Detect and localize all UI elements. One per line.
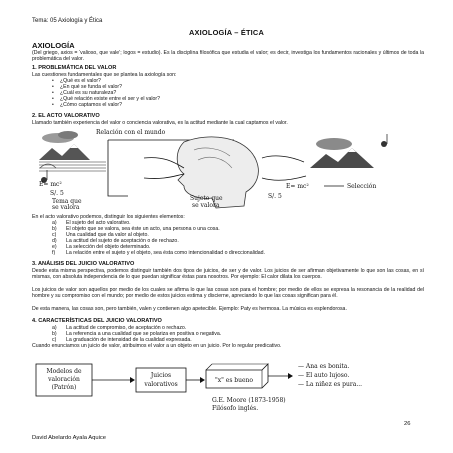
right-formula: E= mc² [286, 183, 309, 190]
left-value: S/. 5 [50, 190, 64, 197]
section2-intro: Llamado también experiencia del valor o conciencia valorativa, es la actitud mediante la cual captamos el valor. [32, 120, 288, 126]
elements-intro: En el acto valorativo podemos, distinguir los siguientes elementos: [32, 214, 185, 220]
section3-paragraph3: De esta manera, las cosas son, pero también, valen y contienen algo apetecible. Ejemplo: Paty es hermosa. La música es esplendorosa. [32, 306, 347, 312]
example-3: — La niñez es pura... [298, 381, 363, 388]
list-item: c) La graduación de intensidad de la cualidad expresada. [52, 337, 192, 344]
list-item: b) El objeto que se valora, sea éste un acto, una persona o una cosa. [52, 226, 220, 233]
section3-heading: 3. ANÁLISIS DEL JUICIO VALORATIVO [32, 261, 135, 267]
author-line1: G.E. Moore (1873-1958) [212, 397, 286, 404]
list-item: a) La actitud de compromiso, de aceptación o rechazo. [52, 325, 187, 331]
right-arrow-upper [262, 156, 304, 162]
list-item: • ¿En qué se funda el valor? [52, 84, 352, 90]
section1-heading: 1. PROBLEMÁTICA DEL VALOR [32, 65, 117, 71]
statement-text: "x" es bueno [214, 377, 254, 384]
author-line2: Filósofo inglés. [212, 405, 259, 412]
left-formula: E= mc² [39, 181, 62, 188]
list-item: d) La actitud del sujeto de aceptación o de rechazo. [52, 238, 179, 245]
left-bracket [108, 140, 128, 196]
list-item: • ¿Qué relación existe entre el ser y el valor? [52, 96, 352, 102]
example-2: — El auto lujoso. [298, 372, 350, 379]
list-item: • ¿Cuál es su naturaleza? [52, 90, 352, 96]
section4-closing: Cuando enunciamos un juicio de valor, atribuimos el valor a un objeto en un juicio. Por lo regular predicativo. [32, 343, 282, 349]
footer-author: David Abelardo Ayala Aquice [32, 435, 107, 441]
arrow-head [288, 373, 293, 379]
section2-heading: 2. EL ACTO VALORATIVO [32, 113, 100, 119]
valuation-act-figure [34, 128, 430, 210]
left-scene-illustration [39, 131, 90, 183]
axiologia-paragraph: (Del griego, axios = ‘valioso, que vale’; logos = estudio). Es la disciplina filosófica que estudia el valor; es decir, investiga los fundamentos racionales y últimos de toda la problemática del valor. [32, 50, 424, 63]
list-item: • ¿Qué es el valor? [52, 78, 352, 84]
list-item: c) Una cualidad que da valor al objeto. [52, 232, 149, 239]
example-1: — Ana es bonita. [298, 363, 350, 370]
box2-line1: Juicios [150, 372, 172, 379]
questions-list [52, 78, 352, 108]
section4-heading: 4. CARACTERÍSTICAS DEL JUICIO VALORATIVO [32, 318, 162, 324]
page-number: 26 [404, 421, 411, 427]
right-value: S/. 5 [268, 193, 282, 200]
characteristics-list [52, 325, 422, 343]
arrow-head [130, 377, 135, 383]
selection-label: Selección [347, 183, 377, 190]
list-item: • ¿Cómo captamos el valor? [52, 102, 352, 108]
statement-box [206, 364, 268, 388]
subject-label-line2: se valora [52, 204, 80, 210]
box1-line2: valoración [48, 376, 80, 383]
box2-line2: valorativos [144, 381, 178, 388]
relation-label: Relación con el mundo [96, 129, 166, 136]
value-judgment-diagram [34, 358, 430, 412]
section3-paragraph2: Los juicios de valor son aquellos por medio de los cuales se afirma lo que las cosas son para el hombre; por medio de ellos se expresa la resonancia de la realidad del hombre y su compromiso con el mundo; por medio de estos juicios estima y discierne, apreciando lo que las cosas significan para él. [32, 287, 424, 300]
axiologia-heading: AXIOLOGÍA [32, 41, 75, 50]
section3-paragraph1: Desde esta misma perspectiva, podemos distinguir también dos tipos de juicios, de ser y de valor. Los juicios de ser afirman objetivamente lo que son las cosas, en sí mismas, con absoluta independencia de lo que puedan significar éstas para nosotros. Por ejemplo: El calor dilata los cuerpos. [32, 268, 424, 281]
arrow-head [200, 377, 205, 383]
list-item: b) La referencia a una cualidad que se polariza en positiva o negativa. [52, 331, 222, 338]
topic-header: Tema: 05 Axiología y Ética [32, 18, 103, 24]
elements-list [52, 220, 422, 257]
document-title: AXIOLOGÍA – ÉTICA [189, 28, 264, 37]
list-item: e) La selección del objeto determinado. [52, 244, 151, 251]
object-label-line1: Sujeto que [190, 195, 223, 202]
box1-line1: Modelos de [46, 368, 82, 375]
list-item: f) La relación entre el sujeto y el objeto, sea ésta como intencionalidad o direccionalidad. [52, 250, 265, 257]
right-scene-illustration [310, 134, 387, 168]
section1-intro: Las cuestiones fundamentales que se plantea la axiología son: [32, 72, 177, 78]
right-arrow-lower [262, 176, 306, 180]
staff-lines [39, 162, 106, 171]
object-label-line2: se valora [192, 202, 220, 209]
subject-label-line1: Tema que [52, 198, 82, 205]
box1-line3: (Patrón) [51, 384, 77, 391]
list-item: a) El sujeto del acto valorativo. [52, 220, 131, 226]
